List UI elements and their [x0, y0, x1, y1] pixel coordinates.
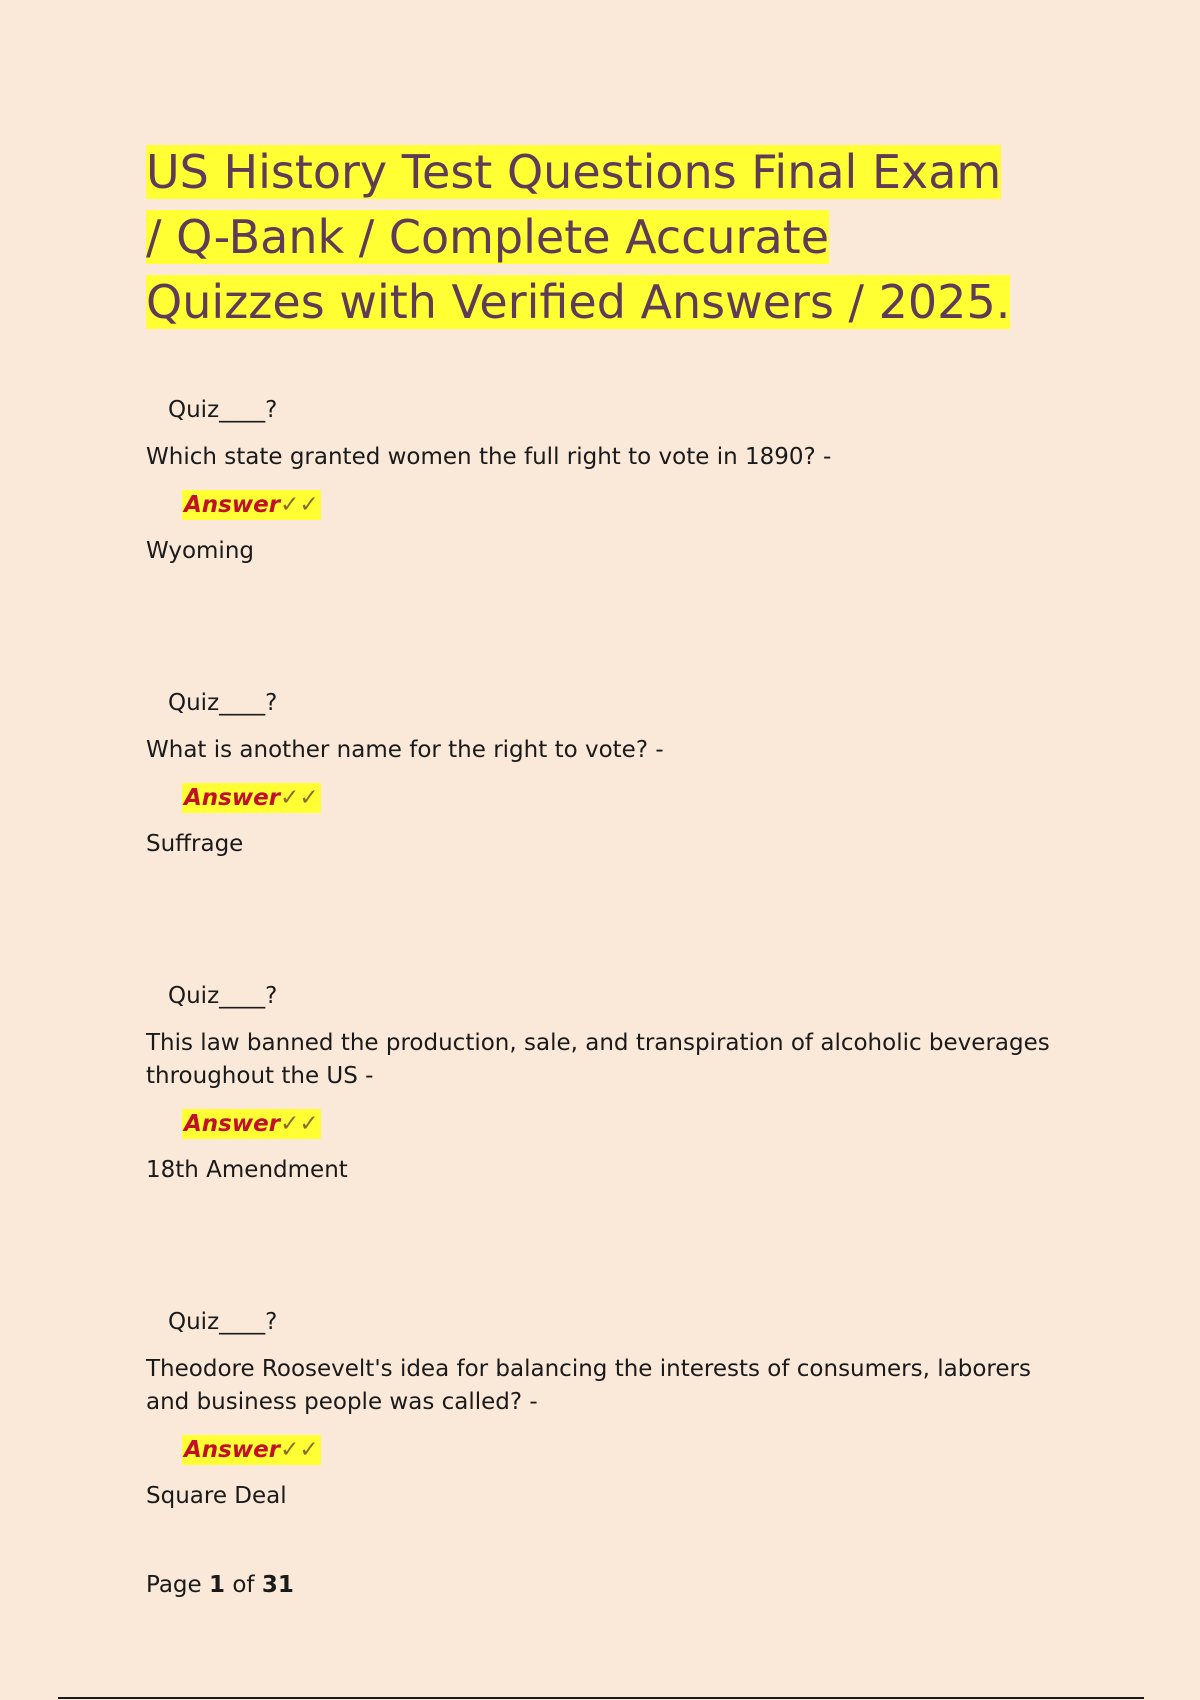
- answer-label-row: [146, 474, 1066, 520]
- answer-label-row: [146, 767, 1066, 813]
- title-line-3: Quizzes with Verified Answers / 2025.: [146, 275, 1011, 329]
- quiz-label: Quiz____?: [168, 690, 278, 716]
- answer-label: [182, 1109, 321, 1139]
- quiz-label: Quiz____?: [168, 1309, 278, 1335]
- quiz-list: [146, 395, 1066, 1511]
- quiz-item: [146, 395, 1066, 566]
- page-number-footer: [146, 1570, 294, 1600]
- quiz-item: [146, 981, 1066, 1185]
- quiz-label: Quiz____?: [168, 397, 278, 423]
- quiz-answer: Wyoming: [146, 538, 254, 564]
- of-word: of: [232, 1572, 255, 1598]
- total-pages-number: 31: [261, 1572, 294, 1598]
- quiz-label: Quiz____?: [168, 983, 278, 1009]
- quiz-answer: Suffrage: [146, 831, 244, 857]
- answer-label-text: Answer: [184, 492, 281, 518]
- document-title: [146, 140, 1066, 335]
- current-page-number: 1: [209, 1572, 226, 1598]
- check-marks-icon: ✓✓: [280, 492, 319, 518]
- check-marks-icon: ✓✓: [280, 1437, 319, 1463]
- answer-label-text: Answer: [184, 1111, 281, 1137]
- quiz-item: [146, 1307, 1066, 1511]
- check-marks-icon: ✓✓: [280, 1111, 319, 1137]
- answer-label-text: Answer: [184, 785, 281, 811]
- document-page: [146, 140, 1066, 1511]
- bottom-divider: [58, 1697, 1144, 1699]
- answer-label-text: Answer: [184, 1437, 281, 1463]
- answer-label-row: [146, 1093, 1066, 1139]
- quiz-answer: 18th Amendment: [146, 1157, 348, 1183]
- title-line-2: / Q-Bank / Complete Accurate: [146, 210, 829, 264]
- quiz-question: This law banned the production, sale, and transpiration of alcoholic beverages throughout the US -: [146, 1030, 1050, 1089]
- quiz-question: Which state granted women the full right to vote in 1890? -: [146, 444, 832, 470]
- answer-label: [182, 783, 321, 813]
- title-line-1: US History Test Questions Final Exam: [146, 145, 1002, 199]
- page-word: Page: [146, 1572, 202, 1598]
- quiz-question: What is another name for the right to vote? -: [146, 737, 664, 763]
- answer-label-row: [146, 1419, 1066, 1465]
- quiz-answer: Square Deal: [146, 1483, 287, 1509]
- quiz-question: Theodore Roosevelt's idea for balancing the interests of consumers, laborers and business people was called? -: [146, 1356, 1031, 1415]
- quiz-item: [146, 688, 1066, 859]
- answer-label: [182, 1435, 321, 1465]
- check-marks-icon: ✓✓: [280, 785, 319, 811]
- answer-label: [182, 490, 321, 520]
